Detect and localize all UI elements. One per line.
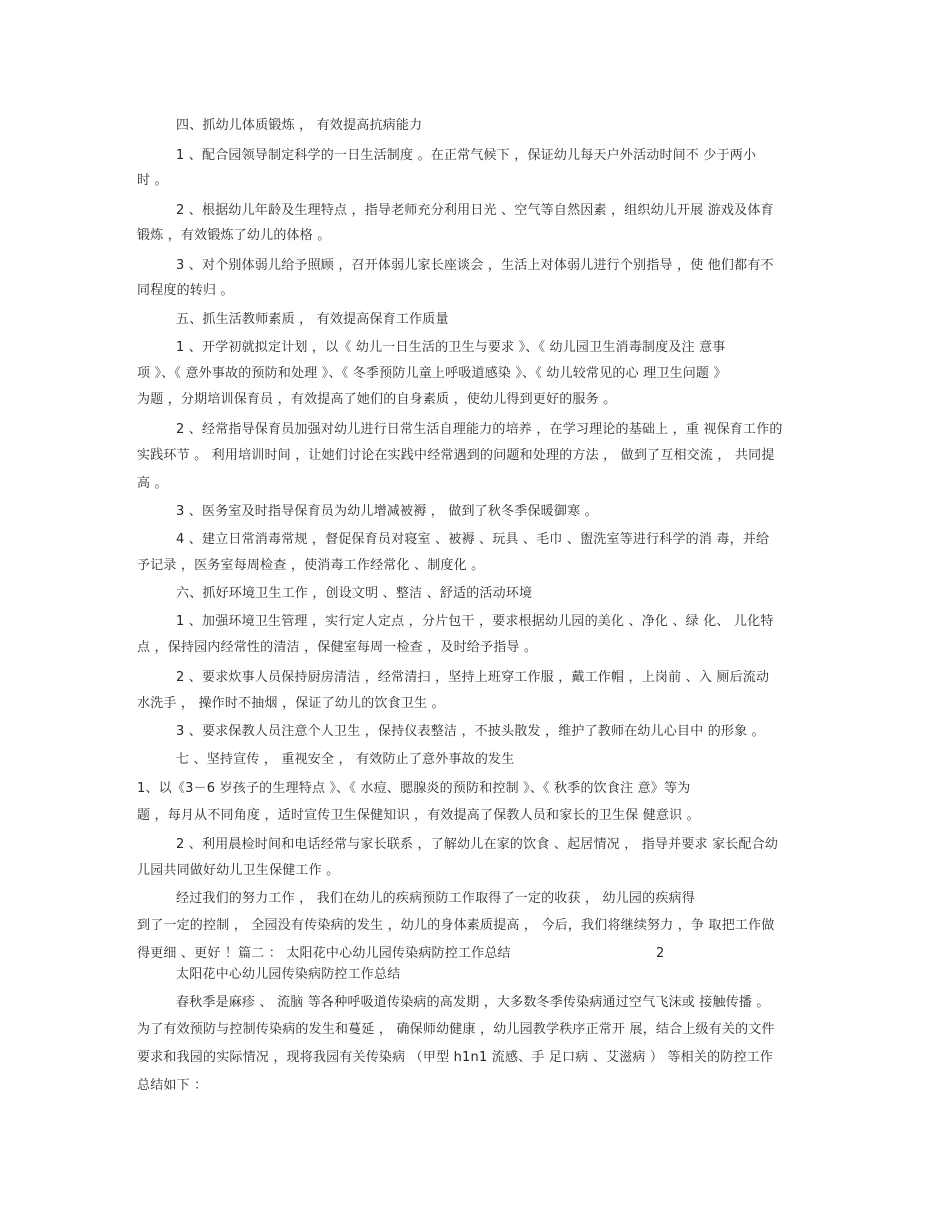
paragraph-line: 3 、对个别体弱儿给予照顾 ，召开体弱儿家长座谈会 ，生活上对体弱儿进行个别指导 ，使 他们都有不	[176, 258, 774, 273]
paragraph-line: 项 》、《 意外事故的预防和处理 》、《 冬季预防儿童上呼吸道感染 》、《 幼儿较常见的心 理卫生问题 》	[137, 366, 727, 381]
paragraph-line: 经过我们的努力工作 ， 我们在幼儿的疾病预防工作取得了一定的收获 ， 幼儿园的疾病得	[176, 891, 695, 906]
paragraph-line: 3 、要求保教人员注意个人卫生 ，保持仪表整洁 ，不披头散发 ，维护了教师在幼儿心目中 的形象 。	[176, 724, 765, 739]
paragraph-line: 要求和我园的实际情况 ，现将我园有关传染病 （甲型 h1n1 流感、手 足口病 、艾滋病 ） 等相关的防控工作	[137, 1050, 774, 1065]
paragraph-line: 高 。	[137, 476, 168, 491]
document-title: 太阳花中心幼儿园传染病防控工作总结	[176, 967, 401, 982]
paragraph-line: 2 、利用晨检时间和电话经常与家长联系 ，了解幼儿在家的饮食 、起居情况 ， 指导并要求 家长配合幼	[176, 837, 779, 852]
paragraph-line: 点 ，保持园内经常性的清洁 ，保健室每周一检查 ，及时给予指导 。	[137, 640, 538, 655]
paragraph-line: 1、以《3－6 岁孩子的生理特点 》、《 水痘、腮腺炎的预防和控制 》、《 秋季的饮食注 意》等为	[137, 781, 691, 796]
paragraph-line: 3 、医务室及时指导保育员为幼儿增减被褥 ， 做到了秋冬季保暖御寒 。	[176, 504, 598, 519]
paragraph-line: 1 、加强环境卫生管理 ，实行定人定点 ，分片包干 ，要求根据幼儿园的美化 、净化 、绿 化、 儿化特	[176, 614, 774, 629]
paragraph-line: 儿园共同做好幼儿卫生保健工作 。	[137, 863, 340, 878]
paragraph-line: 同程度的转归 。	[137, 283, 234, 298]
paragraph-line: 春秋季是麻疹 、 流脑 等各种呼吸道传染病的高发期 ，大多数冬季传染病通过空气飞沫或 接触传播 。	[176, 995, 770, 1010]
paragraph-line: 1 、开学初就拟定计划 ，以《 幼儿一日生活的卫生与要求 》、《 幼儿园卫生消毒制度及注 意事	[176, 340, 726, 355]
paragraph-line: 为题 ，分期培训保育员 ，有效提高了她们的自身素质 ，使幼儿得到更好的服务 。	[137, 392, 617, 407]
paragraph-line: 2 、要求炊事人员保持厨房清洁 ，经常清扫 ，坚持上班穿工作服 ，戴工作帽 ，上岗前 、入 厕后流动	[176, 670, 770, 685]
section-heading-seven: 七 、坚持宣传 ， 重视安全 ， 有效防止了意外事故的发生	[176, 752, 515, 767]
paragraph-line: 4 、建立日常消毒常规 ，督促保育员对寝室 、被褥 、玩具 、毛巾 、盥洗室等进行科学的消 毒，并给	[176, 532, 770, 547]
paragraph-line: 水洗手 ， 操作时不抽烟 ，保证了幼儿的饮食卫生 。	[137, 696, 445, 711]
paragraph-line: 题 ，每月从不同角度 ，适时宣传卫生保健知识 ，有效提高了保教人员和家长的卫生保 健意识 。	[137, 808, 700, 823]
paragraph-line: 总结如下 ：	[137, 1078, 208, 1093]
paragraph-line: 到了一定的控制 ， 全园没有传染病的发生 ，幼儿的身体素质提高 ， 今后，我们将继续努力 ，争 取把工作做	[137, 918, 775, 933]
paragraph-line: 时 。	[137, 173, 168, 188]
paragraph-line: 锻炼 ，有效锻炼了幼儿的体格 。	[137, 228, 331, 243]
paragraph-line: 实践环节 。 利用培训时间 ，让她们讨论在实践中经常遇到的问题和处理的方法 ， 做到了互相交流 ， 共同提	[137, 448, 775, 463]
paragraph-line: 为了有效预防与控制传染病的发生和蔓延 ， 确保师幼健康 ，幼儿园教学秩序正常开 展，结合上级有关的文件	[137, 1022, 775, 1037]
paragraph-line: 1 、配合园领导制定科学的一日生活制度 。在正常气候下 ，保证幼儿每天户外活动时间不 少于两小	[176, 148, 757, 163]
section-heading-six: 六、抓好环境卫生工作 ，创设文明 、整洁 、舒适的活动环境	[176, 586, 533, 601]
section-heading-four: 四、抓幼儿体质锻炼 ， 有效提高抗病能力	[176, 118, 423, 133]
page-number: 2	[656, 946, 665, 961]
paragraph-line: 2 、根据幼儿年龄及生理特点 ，指导老师充分利用日光 、空气等自然因素 ，组织幼儿开展 游戏及体育	[176, 203, 774, 218]
paragraph-line: 予记录 ，医务室每周检查 ，使消毒工作经常化 、制度化 。	[137, 558, 485, 573]
section-heading-five: 五、抓生活教师素质 ， 有效提高保育工作质量	[176, 312, 449, 327]
paragraph-line: 得更细 、更好 ！篇二 ： 太阳花中心幼儿园传染病防控工作总结	[137, 946, 511, 961]
paragraph-line: 2 、经常指导保育员加强对幼儿进行日常生活自理能力的培养 ，在学习理论的基础上 ，重 视保育工作的	[176, 422, 783, 437]
